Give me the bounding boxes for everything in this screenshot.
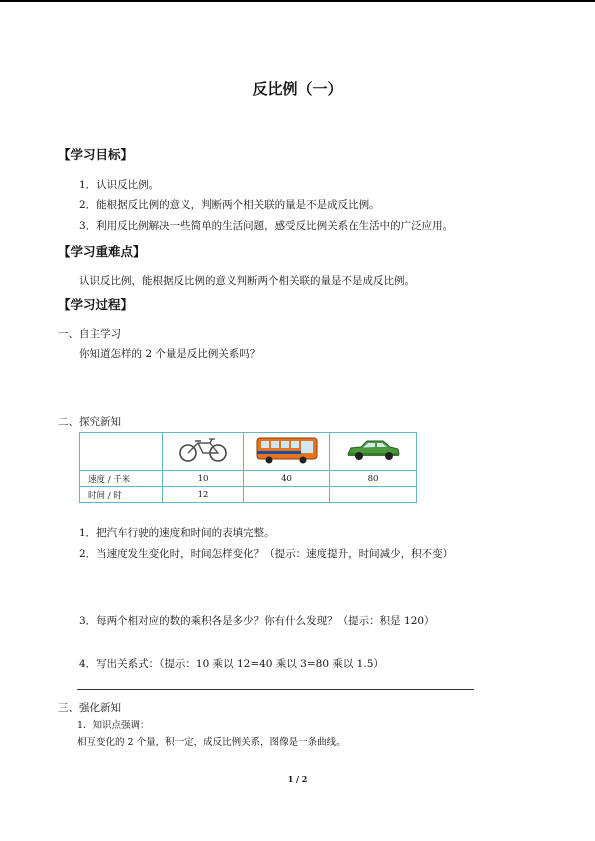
page-title: 反比例（一）	[252, 80, 343, 98]
part2-label: 二、探究新知	[58, 416, 121, 428]
bus-cell	[244, 433, 330, 471]
answer-line	[77, 689, 474, 690]
page-number: 1 / 2	[287, 774, 308, 784]
vehicle-row	[80, 433, 417, 471]
bus-icon	[255, 435, 319, 465]
part2-question-1: 1．把汽车行驶的速度和时间的表填完整。	[79, 527, 275, 539]
table-row-time	[80, 487, 417, 503]
key-points-heading: 【学习重难点】	[58, 244, 146, 259]
part1-question: 你知道怎样的 2 个量是反比例关系吗？	[79, 348, 261, 360]
time-value-bicycle: 12	[163, 487, 244, 503]
header-empty-cell	[80, 433, 163, 471]
speed-value-car: 80	[330, 471, 417, 487]
time-value-car	[330, 487, 417, 503]
part2-question-4: 4．写出关系式：（提示：10 乘以 12=40 乘以 3=80 乘以 1.5）	[79, 658, 384, 670]
car-icon	[345, 438, 401, 462]
process-heading: 【学习过程】	[58, 297, 134, 312]
part3-label: 三、强化新知	[58, 702, 121, 714]
time-value-bus	[244, 487, 330, 503]
goal-item-2: 2．能根据反比例的意义，判断两个相关联的量是不是成反比例。	[79, 199, 380, 211]
key-points-text: 认识反比例，能根据反比例的意义判断两个相关联的量是不是成反比例。	[79, 275, 415, 287]
part2-question-3: 3．每两个相对应的数的乘积各是多少？你有什么发现？（提示：积是 120）	[79, 615, 435, 627]
part1-label: 一、自主学习	[58, 328, 121, 340]
goals-heading: 【学习目标】	[58, 147, 134, 162]
car-cell	[330, 433, 417, 471]
part3-sub: 1．知识点强调：	[77, 720, 150, 731]
part2-question-2: 2．当速度发生变化时，时间怎样变化？（提示：速度提升，时间减少，积不变）	[79, 548, 454, 560]
speed-time-table	[79, 432, 417, 503]
bicycle-cell	[163, 433, 244, 471]
bicycle-icon	[177, 437, 229, 463]
goal-item-1: 1．认识反比例。	[79, 179, 160, 191]
part3-text: 相互变化的 2 个量，积一定，成反比例关系，图像是一条曲线。	[77, 737, 346, 748]
time-row-label: 时间 / 时	[80, 487, 163, 503]
goal-item-3: 3．利用反比例解决一些简单的生活问题，感受反比例关系在生活中的广泛应用。	[79, 220, 454, 232]
top-border-line	[0, 0, 595, 2]
table-row-speed	[80, 471, 417, 487]
speed-row-label: 速度 / 千米	[80, 471, 163, 487]
speed-value-bus: 40	[244, 471, 330, 487]
speed-value-bicycle: 10	[163, 471, 244, 487]
